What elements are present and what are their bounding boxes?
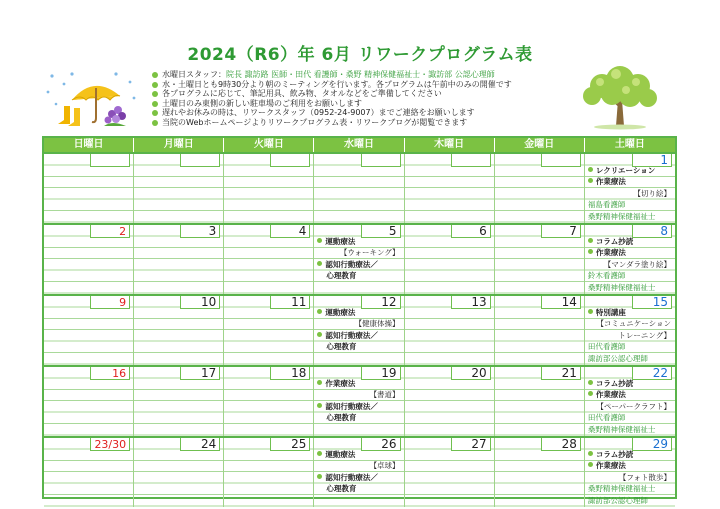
date-number: 16 — [90, 367, 130, 380]
day-cell — [314, 367, 404, 436]
program-list — [585, 307, 675, 364]
program-item: 作業療法 — [585, 247, 675, 258]
day-cell — [314, 225, 404, 294]
week-row — [44, 294, 675, 365]
program-list — [585, 449, 675, 506]
week-row — [44, 365, 675, 436]
date-number — [180, 154, 220, 167]
program-item: 作業療法 — [585, 389, 675, 400]
note-item — [152, 118, 512, 128]
staff-name: 福島看護師 — [587, 200, 626, 210]
date-number: 27 — [451, 438, 491, 451]
day-cell — [405, 367, 495, 436]
weekday-label: 土曜日 — [614, 139, 645, 150]
program-item: 作業療法 — [314, 378, 403, 389]
weekday-label: 水曜日 — [314, 138, 404, 152]
program-item: 認知行動療法／ — [314, 401, 403, 412]
day-cell — [495, 367, 585, 436]
notes-list — [152, 70, 512, 128]
program-item: コラム抄読 — [585, 449, 675, 460]
date-number: 14 — [541, 296, 581, 309]
date-number: 19 — [361, 367, 401, 380]
program-item: 認知行動療法／ — [314, 259, 403, 270]
date-number: 3 — [180, 225, 220, 238]
day-cell — [134, 367, 224, 436]
date-number: 17 — [180, 367, 220, 380]
date-number: 18 — [270, 367, 310, 380]
program-list — [314, 236, 403, 282]
date-number: 29 — [632, 438, 672, 451]
program-list — [314, 307, 403, 353]
bullet-icon — [152, 72, 158, 78]
date-number: 8 — [632, 225, 672, 238]
day-cell — [224, 296, 314, 365]
program-item: 認知行動療法／ — [314, 330, 403, 341]
day-cell — [44, 367, 134, 436]
note-text: 遅れやお休みの時は、リワークスタッフ（0952-24-9007）までご連絡をお願いします — [162, 108, 475, 118]
day-cell — [44, 438, 134, 507]
week-row — [44, 223, 675, 294]
program-list — [585, 165, 675, 222]
program-item: 作業療法 — [585, 460, 675, 471]
day-cell — [224, 225, 314, 294]
program-item: 心理教育 — [326, 484, 357, 494]
weekday-label: 金曜日 — [495, 138, 585, 152]
staff-name: 田代看護師 — [587, 413, 626, 423]
day-cell — [44, 296, 134, 365]
weekday-label: 日曜日 — [44, 138, 134, 152]
weekday-header — [44, 138, 675, 152]
program-item: 心理教育 — [326, 271, 357, 281]
note-text: 土曜日のみ東側の新しい駐車場のご利用をお願いします — [162, 98, 362, 108]
note-item — [152, 70, 512, 80]
program-item: 心理教育 — [326, 413, 357, 423]
staff-name: 諏訪部公認心理師 — [587, 495, 648, 505]
page-title: 2024（R6）年 6月 リワークプログラム表 — [187, 45, 533, 65]
day-cell — [134, 438, 224, 507]
note-text: 各プログラムに応じて、筆記用具、飲み物、タオルなどをご準備してください — [162, 89, 442, 99]
program-item: コラム抄読 — [585, 378, 675, 389]
day-cell — [134, 296, 224, 365]
bullet-icon — [152, 91, 158, 97]
staff-name: 鈴木看護師 — [587, 271, 626, 281]
day-cell — [495, 225, 585, 294]
day-cell — [585, 154, 675, 223]
weekday-label: 月曜日 — [134, 138, 224, 152]
date-number: 25 — [270, 438, 310, 451]
note-item — [152, 80, 512, 90]
day-cell — [495, 296, 585, 365]
program-item: レクリエーション — [585, 165, 675, 176]
program-item: 心理教育 — [326, 342, 357, 352]
date-number — [90, 154, 130, 167]
day-cell — [44, 225, 134, 294]
program-detail: 【卓球】 — [369, 461, 400, 471]
date-number: 10 — [180, 296, 220, 309]
program-item: コラム抄読 — [585, 236, 675, 247]
weekday-label: 木曜日 — [405, 138, 495, 152]
program-item: 運動療法 — [314, 307, 403, 318]
program-item: 運動療法 — [314, 449, 403, 460]
staff-name: 田代看護師 — [587, 342, 626, 352]
day-cell — [224, 438, 314, 507]
date-number: 21 — [541, 367, 581, 380]
bullet-icon — [152, 82, 158, 88]
program-detail: 【書道】 — [369, 390, 400, 400]
program-detail: 【マンダラ塗り絵】 — [603, 259, 671, 269]
date-number: 4 — [270, 225, 310, 238]
program-detail: 【ペーパークラフト】 — [596, 401, 671, 411]
date-number: 9 — [90, 296, 130, 309]
day-cell — [405, 154, 495, 223]
day-cell — [405, 438, 495, 507]
bullet-icon — [152, 120, 158, 126]
day-cell — [134, 225, 224, 294]
date-number: 1 — [632, 154, 672, 167]
note-item — [152, 108, 512, 118]
day-cell — [314, 154, 404, 223]
date-number — [361, 154, 401, 167]
program-detail: 【コミュニケーション — [596, 319, 671, 329]
date-number: 12 — [361, 296, 401, 309]
tree-illustration — [572, 60, 668, 134]
day-cell — [44, 154, 134, 223]
day-cell — [585, 225, 675, 294]
bullet-icon — [152, 101, 158, 107]
staff-name: 桑野精神保健福祉士 — [587, 484, 656, 494]
program-list — [585, 378, 675, 435]
date-number: 28 — [541, 438, 581, 451]
bullet-icon — [152, 110, 158, 116]
staff-name: 桑野精神保健福祉士 — [587, 424, 656, 434]
note-staff-names: 院長 諏訪路 医師・田代 看護師・桑野 精神保健福祉士・諏訪部 公認心理師 — [226, 70, 495, 79]
note-text: 当院のWebホームページよりリワークプログラム表・リワークブログが閲覧できます — [162, 117, 468, 127]
staff-name: 桑野精神保健福祉士 — [587, 211, 656, 221]
date-number: 6 — [451, 225, 491, 238]
day-cell — [224, 367, 314, 436]
note-item — [152, 89, 512, 99]
day-cell — [314, 296, 404, 365]
day-cell — [495, 154, 585, 223]
date-number: 20 — [451, 367, 491, 380]
day-cell — [224, 154, 314, 223]
date-number — [270, 154, 310, 167]
program-detail: 【切り絵】 — [633, 188, 671, 198]
weekday-label: 火曜日 — [224, 138, 314, 152]
note-text: 水・土曜日とも9時30分より朝のミーティングを行います。各プログラムは午前中のみの開催です — [162, 79, 512, 89]
date-number: 5 — [361, 225, 401, 238]
day-cell — [495, 438, 585, 507]
week-row — [44, 436, 675, 507]
program-detail: 【ウォーキング】 — [339, 248, 400, 258]
note-text: 水曜日スタッフ： — [162, 70, 226, 79]
day-cell — [585, 296, 675, 365]
program-list — [314, 378, 403, 424]
date-number: 15 — [632, 296, 672, 309]
day-cell — [585, 367, 675, 436]
day-cell — [585, 438, 675, 507]
date-number: 11 — [270, 296, 310, 309]
date-number: 22 — [632, 367, 672, 380]
day-cell — [405, 225, 495, 294]
date-number: 24 — [180, 438, 220, 451]
program-item: 運動療法 — [314, 236, 403, 247]
program-detail: 【フォト散歩】 — [618, 472, 671, 482]
week-row — [44, 152, 675, 223]
program-detail: 【健康体操】 — [354, 319, 400, 329]
program-item: 特別講座 — [585, 307, 675, 318]
staff-name: 諏訪部公認心理師 — [587, 353, 648, 363]
calendar-table — [42, 136, 677, 505]
rain-umbrella-illustration — [42, 70, 142, 136]
day-cell — [405, 296, 495, 365]
staff-name: 桑野精神保健福祉士 — [587, 282, 656, 292]
date-number — [451, 154, 491, 167]
date-number: 26 — [361, 438, 401, 451]
day-cell — [134, 154, 224, 223]
program-list — [585, 236, 675, 293]
program-item: 作業療法 — [585, 176, 675, 187]
day-cell — [314, 438, 404, 507]
date-number: 13 — [451, 296, 491, 309]
program-list — [314, 449, 403, 495]
program-item: 認知行動療法／ — [314, 472, 403, 483]
date-number: 2 — [90, 225, 130, 238]
note-item — [152, 99, 512, 109]
program-detail: トレーニング】 — [618, 330, 671, 340]
date-number: 7 — [541, 225, 581, 238]
date-number: 23/30 — [90, 438, 130, 451]
date-number — [541, 154, 581, 167]
